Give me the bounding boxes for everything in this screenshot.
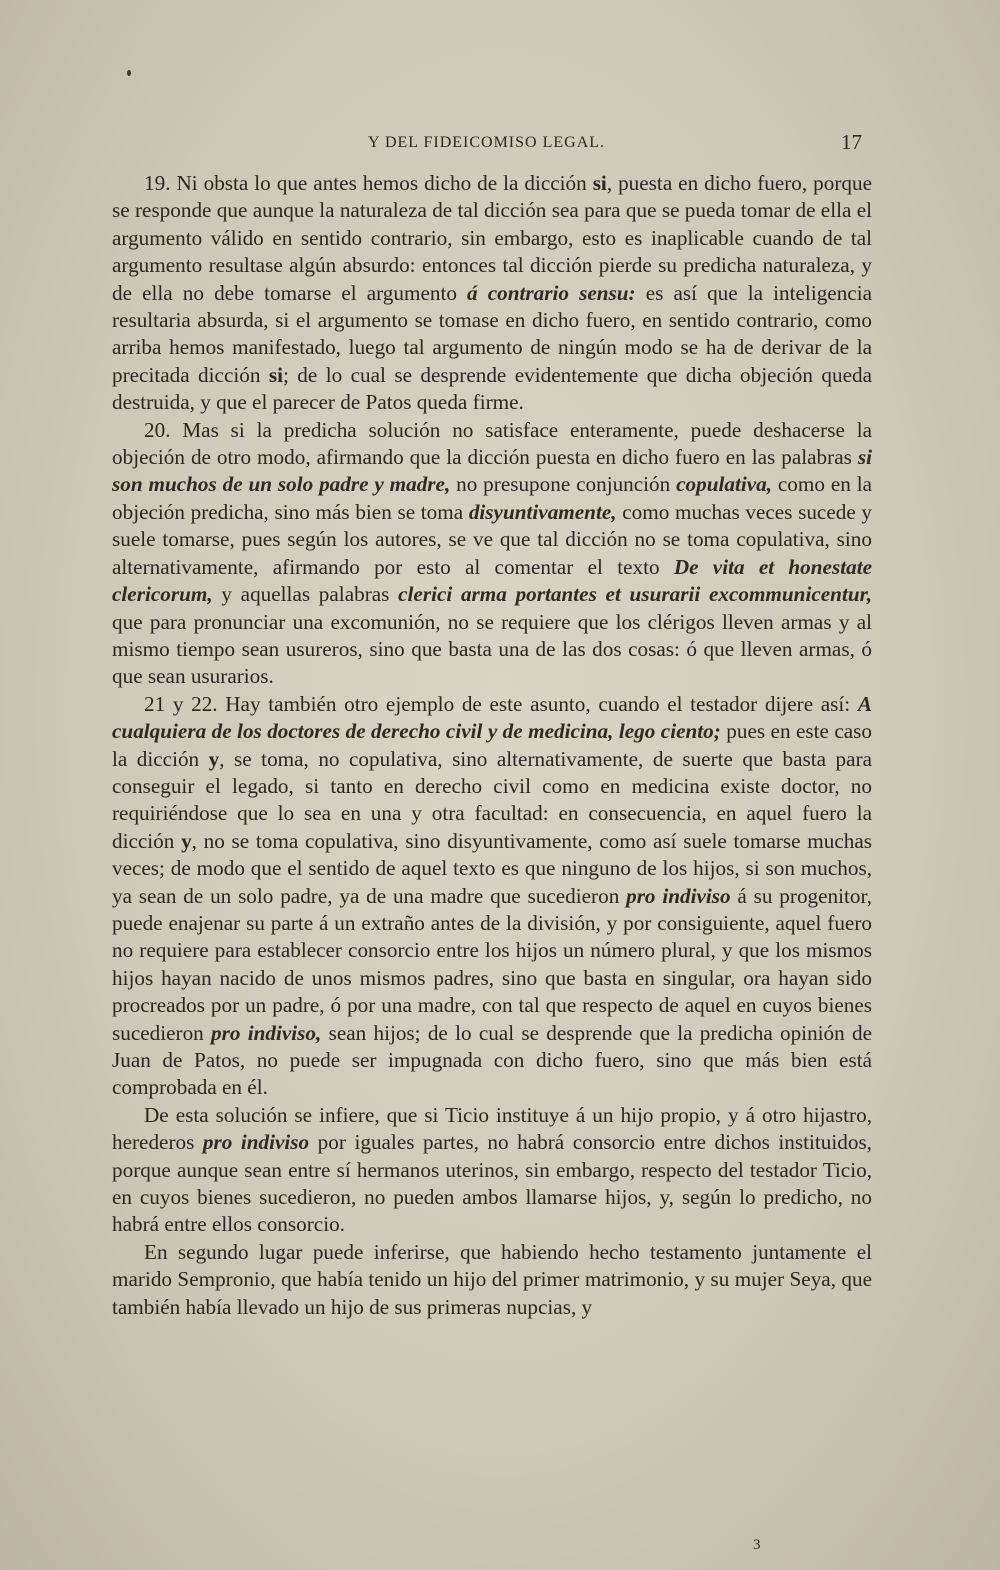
bold-word: y — [208, 746, 220, 771]
italic-phrase: copulativa, — [676, 472, 773, 497]
signature-mark: 3 — [753, 1537, 761, 1553]
text-run: Ni obsta lo que antes hemos dicho de la dicción — [170, 171, 593, 195]
text-run: como en la objeción predicha, sino más bien se toma — [112, 472, 872, 524]
bold-word: si — [268, 362, 283, 387]
paragraph-number: 21 y 22. — [144, 691, 218, 716]
bold-word: si — [592, 171, 607, 195]
text-run: que para pronunciar una excomunión, no se requiere que los clérigos lleven armas y al mismo tiempo sean usureros, sino que basta una de las dos cosas: ó que lleven armas, ó que sean usurarios. — [112, 609, 872, 689]
italic-phrase: si son muchos de un solo padre y madre, — [112, 445, 872, 497]
paragraph — [112, 691, 872, 1102]
text-run: , no se toma copulativa, sino disyuntivamente, como así suele tomarse muchas veces; de modo que el sentido de aquel texto es que ninguno de los hijos, si son muchos, ya sean de un solo padre, ya de una madre que sucedieron — [112, 828, 872, 908]
paragraph — [112, 170, 872, 417]
text-run: , se toma, no copulativa, sino alternativamente, de suerte que basta para conseguir el legado, si tanto en derecho civil como en medicina existe doctor, no requiriéndose que lo sea en una y otra facultad: en consecuencia, en aquel fuero la dicción — [112, 746, 872, 853]
text-run: sean hijos; de lo cual se desprende que la predicha opinión de Juan de Patos, no puede ser impugnada con dicho fuero, sino que más bien está comprobada en él. — [112, 1020, 872, 1100]
italic-phrase: A cualquiera de los doctores de derecho civil y de medicina, lego ciento; — [112, 691, 872, 744]
text-run: Hay también otro ejemplo de este asunto, cuando el testador dijere así: — [217, 691, 858, 716]
paragraph-number: 20. — [144, 417, 171, 442]
italic-phrase: pro indiviso — [626, 883, 731, 908]
text-run: es así que la inteligencia resultaria absurda, si el argumento se tomase en dicho fuero, en sentido contrario, como arriba hemos manifestado, luego tal argumento de ningún modo se ha de derivar de la precitada dicción — [112, 280, 872, 387]
italic-phrase: clerici arma portantes et usurarii excommunicentur, — [398, 582, 872, 607]
text-run: á su progenitor, puede enajenar su parte á un extraño antes de la división, y por consiguiente, aquel fuero no requiere para establecer consorcio entre los hijos un número plural, y que los mismos hijos hayan nacido de unos mismos padres, sino que basta en singular, ora hayan sido procreados por un padre, ó por una madre, con tal que respecto de aquel en cuyos bienes sucedieron — [112, 883, 872, 1045]
text-run: pues en este caso la dicción — [112, 719, 873, 771]
text-run: como muchas veces sucede y suele tomarse, pues según los autores, se ve que tal dicción no se toma copulativa, sino alternativamente, afirmando por esto al comentar el texto — [112, 499, 872, 579]
text-run: Mas si la predicha solución no satisface enteramente, puede deshacerse la objeción de otro modo, afirmando que la dicción puesta en dicho fuero en las palabras — [112, 417, 872, 470]
text-run: De esta solución se infiere, que si Ticio instituye á un hijo propio, y á otro hijastro, herederos — [112, 1102, 872, 1155]
paragraph — [112, 417, 872, 691]
italic-phrase: disyuntivamente, — [468, 499, 617, 524]
page-number: 17 — [841, 130, 862, 154]
bold-word: y — [181, 828, 192, 853]
text-run: no presupone conjunción — [450, 472, 677, 497]
italic-phrase: á contrario sensu: — [467, 280, 636, 305]
text-run: y aquellas palabras — [212, 582, 399, 607]
text-run: , puesta en dicho fuero, porque se responde que aunque la naturaleza de tal dicción sea para que se pueda tomar de ella el argumento válido en sentido contrario, sin embargo, esto es inaplicable cuando de tal argumento resultase algún absurdo: entonces tal dicción pierde su predicha naturaleza, y de ella no debe tomarse el argumento — [112, 171, 872, 305]
text-run: por iguales partes, no habrá consorcio entre dichos instituidos, porque aunque sean entre sí hermanos uterinos, sin embargo, respecto del testador Ticio, en cuyos bienes sucedieron, no pueden ambos llamarse hijos, y, según lo predicho, no habrá entre ellos consorcio. — [112, 1130, 872, 1237]
page-header — [110, 130, 870, 160]
italic-phrase: pro indiviso, — [211, 1020, 322, 1045]
italic-phrase: De vita et honestate clericorum, — [112, 554, 872, 607]
page-body — [112, 170, 872, 1321]
text-run: ; de lo cual se desprende evidentemente que dicha objeción queda destruida, y que el parecer de Patos queda firme. — [112, 362, 873, 415]
italic-phrase: pro indiviso — [202, 1130, 310, 1155]
text-run: En segundo lugar puede inferirse, que habiendo hecho testamento juntamente el marido Sempronio, que había tenido un hijo del primer matrimonio, y su mujer Seya, que también había llevado un hijo de sus primeras nupcias, y — [112, 1239, 872, 1319]
ink-spot — [127, 70, 131, 76]
paragraph-number: 19. — [144, 171, 171, 195]
running-title: Y DEL FIDEICOMISO LEGAL. — [368, 134, 606, 151]
paragraph — [112, 1239, 872, 1321]
paragraph — [112, 1102, 872, 1239]
